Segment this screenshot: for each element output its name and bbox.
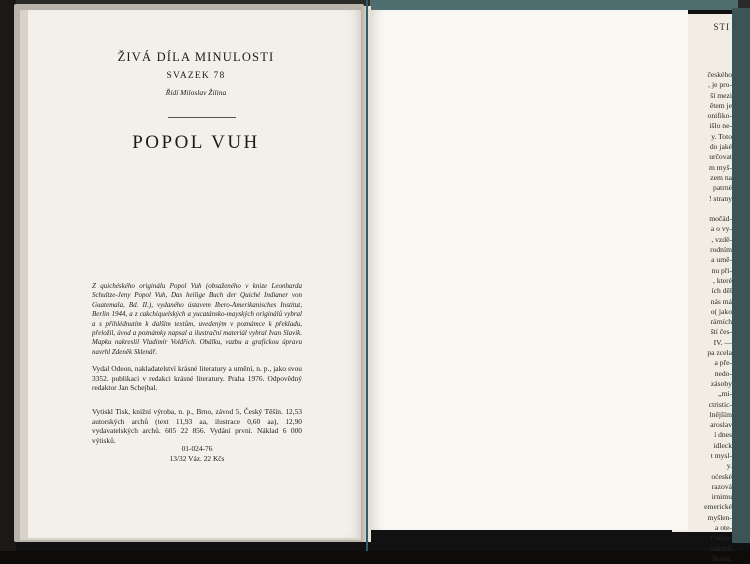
underlying-page-header: STI xyxy=(713,22,730,32)
book-title: POPOL VUH xyxy=(132,132,260,153)
publisher-note: Vydal Odeon, nakladatelství krásné literatury a umění, n. p., jako svou 3352. publikaci v redakci krásné literatury. Praha 1976. Odpovědný redaktor Jan Schejbal. xyxy=(92,364,302,392)
underlying-text-line: išlo ne- xyxy=(709,121,732,131)
underlying-text-line: ! strany xyxy=(709,193,732,203)
underlying-text-line: razová xyxy=(711,481,732,491)
underlying-text-line: „mi- xyxy=(718,389,732,399)
underlying-text-line: ětem je xyxy=(709,100,732,110)
underlying-text-line: nás má xyxy=(710,296,732,306)
underlying-text-line: rodním xyxy=(710,245,732,255)
underlying-text-line: a ote- xyxy=(714,523,732,533)
underlying-text-line: nedo- xyxy=(714,368,732,378)
title-divider xyxy=(168,117,236,118)
underlying-text-line: IV. — xyxy=(713,337,732,347)
underlying-text-line: eských xyxy=(710,543,732,553)
series-title: ŽIVÁ DÍLA MINULOSTI xyxy=(117,50,275,64)
underlying-text-line: českého xyxy=(707,70,732,79)
right-page-blank xyxy=(370,10,688,530)
underlying-text-line: í dnes xyxy=(714,430,732,440)
underlying-text-line: a pře- xyxy=(714,358,732,368)
series-editor: Řídí Miloslav Žilina xyxy=(165,88,227,97)
underlying-text-line: emerické xyxy=(704,502,732,512)
book-cover-right-edge xyxy=(732,8,750,543)
book-cover-right-top xyxy=(370,0,738,10)
underlying-text-line: o( jako xyxy=(710,306,732,316)
underlying-text-line: a o vy- xyxy=(710,224,732,234)
underlying-text-line: Ikami. xyxy=(712,553,732,563)
underlying-text-line: ští čes- xyxy=(710,327,732,337)
underlying-text-line: onifiko- xyxy=(707,111,732,121)
underlying-text-line: nu při- xyxy=(711,265,732,275)
underlying-text-line: , vzdě- xyxy=(711,234,732,244)
binding-thread xyxy=(366,0,368,551)
catalog-info xyxy=(92,444,302,463)
underlying-text-line: aroslav xyxy=(710,420,732,430)
underlying-text-line: y. xyxy=(726,461,732,471)
underlying-text-line: t mysl- xyxy=(710,450,732,460)
underlying-text-line: močád- xyxy=(709,214,732,224)
underlying-text-line: a umě- xyxy=(711,255,732,265)
catalog-code: 01-024-76 xyxy=(181,444,213,453)
underlying-text-line: lnějším xyxy=(709,409,732,419)
underlying-text-line: zásoby xyxy=(710,378,732,388)
underlying-text-line: y. Toto xyxy=(711,131,732,141)
underlying-text-line: ší mezi xyxy=(710,90,732,100)
print-note: Vytiskl Tisk, knižní výroba, n. p., Brno, závod 5, Český Těšín. 12,53 autorských archů (text 11,93 aa, ilustrace 0,60 aa), 12,90 vydavatelských archů. 605 22 856. Vydání první. Náklad 6 000 výtisků. xyxy=(92,407,302,445)
underlying-text-line: m myš- xyxy=(709,162,732,172)
underlying-text-line: do jaké xyxy=(709,142,732,152)
translation-note: Z quichéského originálu Popol Vuh (obsaženého v knize Leonharda Schultze-Jeny Popol Vuh, Das heilige Buch der Quiché Indianer von Guatemala, Bd. II.), vydaného ústavem Ibero-Amerikanisches Institut, Berlin 1944, a z cakchiquelských a yucatánsko-mayských originálů vybral a s přihlédnutím k dalším textům, uvedeným v poznámce k překladu, přeložil, úvod a poznámky napsal a ilustrační materiál vybral Ivan Slavík. Mapku nakreslil Vladimír Voldřich. Obálku, vazbu a grafickou úpravu navrhl Zdeněk Sklenář. xyxy=(92,282,302,356)
volume-number: SVAZEK 78 xyxy=(166,71,226,81)
underlying-text-line: patrné xyxy=(713,183,732,193)
underlying-text-line: ctristic- xyxy=(708,399,732,409)
underlying-text-line: irnimu xyxy=(711,492,732,502)
underlying-text-line: rárních xyxy=(710,317,732,327)
underlying-text-line: r názo- xyxy=(710,533,732,543)
underlying-text-line: pa zcela xyxy=(707,348,732,358)
underlying-text-line: ích děl xyxy=(711,286,732,296)
underlying-text-line: idleck xyxy=(713,440,732,450)
underlying-text-line: zem na xyxy=(710,172,732,182)
underlying-text-line: , je pro- xyxy=(708,80,732,90)
underlying-text-line: určovat xyxy=(709,152,732,162)
price-line: 13/32 Váz. 22 Kčs xyxy=(169,453,225,463)
underlying-text-line: , které xyxy=(713,275,732,285)
underlying-text-line: myšlen- xyxy=(707,512,732,522)
underlying-text-line: oćeské xyxy=(711,471,732,481)
